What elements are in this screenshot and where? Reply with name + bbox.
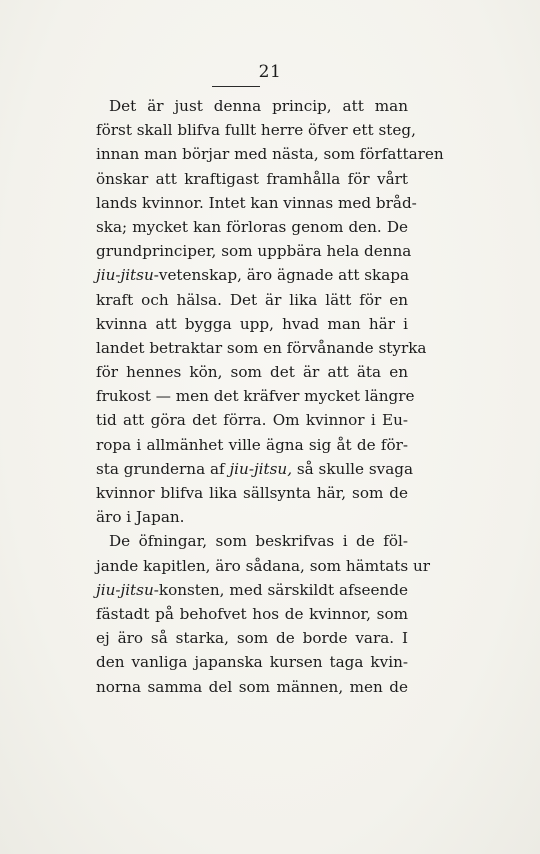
text-segment: frukost — men det kräfver mycket längre	[96, 387, 415, 406]
text-line	[96, 336, 427, 360]
text-line	[96, 191, 417, 215]
text-segment: jande kapitlen, äro sådana, som hämtats ur	[96, 556, 431, 575]
text-segment: tid att göra det förra. Om kvinnor i Eu-	[96, 411, 408, 430]
text-line	[96, 408, 408, 432]
text-segment: först skall blifva fullt herre öfver ett steg,	[96, 121, 416, 140]
text-line	[96, 457, 414, 481]
italic-term: jiu-jitsu,	[229, 459, 293, 478]
text-line	[96, 554, 431, 578]
text-line	[96, 602, 408, 626]
text-line	[96, 578, 408, 602]
text-segment: grundprinciper, som uppbära hela denna	[96, 242, 412, 261]
text-line	[96, 384, 415, 408]
text-line	[96, 288, 408, 312]
text-line	[96, 167, 408, 191]
text-segment: norna samma del som männen, men de	[96, 677, 408, 696]
text-segment: kraft och hälsa. Det är lika lätt för en	[96, 290, 408, 309]
text-line	[96, 239, 412, 263]
text-segment: lands kvinnor. Intet kan vinnas med bråd-	[96, 193, 417, 212]
text-segment: så skulle svaga	[292, 459, 414, 478]
text-segment: -konsten, med särskildt afseende	[153, 580, 408, 599]
text-segment: äro i Japan.	[96, 508, 185, 527]
text-line	[96, 312, 408, 336]
italic-term: jiu-jitsu	[96, 580, 154, 599]
text-line	[96, 215, 408, 239]
text-segment: ropa i allmänhet ville ägna sig åt de för-	[96, 435, 408, 454]
text-segment: landet betraktar som en förvånande styrka	[96, 338, 427, 357]
text-line	[96, 142, 444, 166]
text-line	[96, 118, 416, 142]
body-text	[96, 94, 444, 699]
text-line	[96, 94, 408, 118]
text-line	[96, 650, 408, 674]
text-segment: den vanliga japanska kursen taga kvin-	[96, 653, 408, 672]
text-line	[96, 481, 408, 505]
text-segment: kvinna att bygga upp, hvad man här i	[96, 314, 408, 333]
text-segment: De öfningar, som beskrifvas i de föl-	[109, 532, 408, 551]
text-segment: ska; mycket kan förloras genom den. De	[96, 217, 408, 236]
text-line	[96, 263, 408, 287]
text-segment: sta grunderna af	[96, 459, 230, 478]
text-line	[96, 626, 408, 650]
text-segment: för hennes kön, som det är att äta en	[96, 363, 408, 382]
text-segment: önskar att kraftigast framhålla för vårt	[96, 169, 408, 188]
text-segment: fästadt på behofvet hos de kvinnor, som	[96, 604, 408, 623]
text-segment: kvinnor blifva lika sällsynta här, som de	[96, 484, 408, 502]
text-line	[96, 675, 408, 699]
text-line	[96, 505, 408, 529]
text-segment: Det är just denna princip, att man	[109, 97, 408, 115]
page-number: 21	[258, 62, 282, 82]
text-segment: ej äro så starka, som de borde vara. I	[96, 629, 408, 648]
text-segment: -vetenskap, äro ägnade att skapa	[153, 266, 410, 285]
page-number-rule	[212, 86, 260, 87]
italic-term: jiu-jitsu	[96, 266, 154, 285]
text-segment: innan man börjar med nästa, som författaren	[96, 145, 444, 164]
text-line	[96, 433, 408, 457]
text-line	[96, 360, 408, 384]
text-line	[96, 529, 408, 553]
